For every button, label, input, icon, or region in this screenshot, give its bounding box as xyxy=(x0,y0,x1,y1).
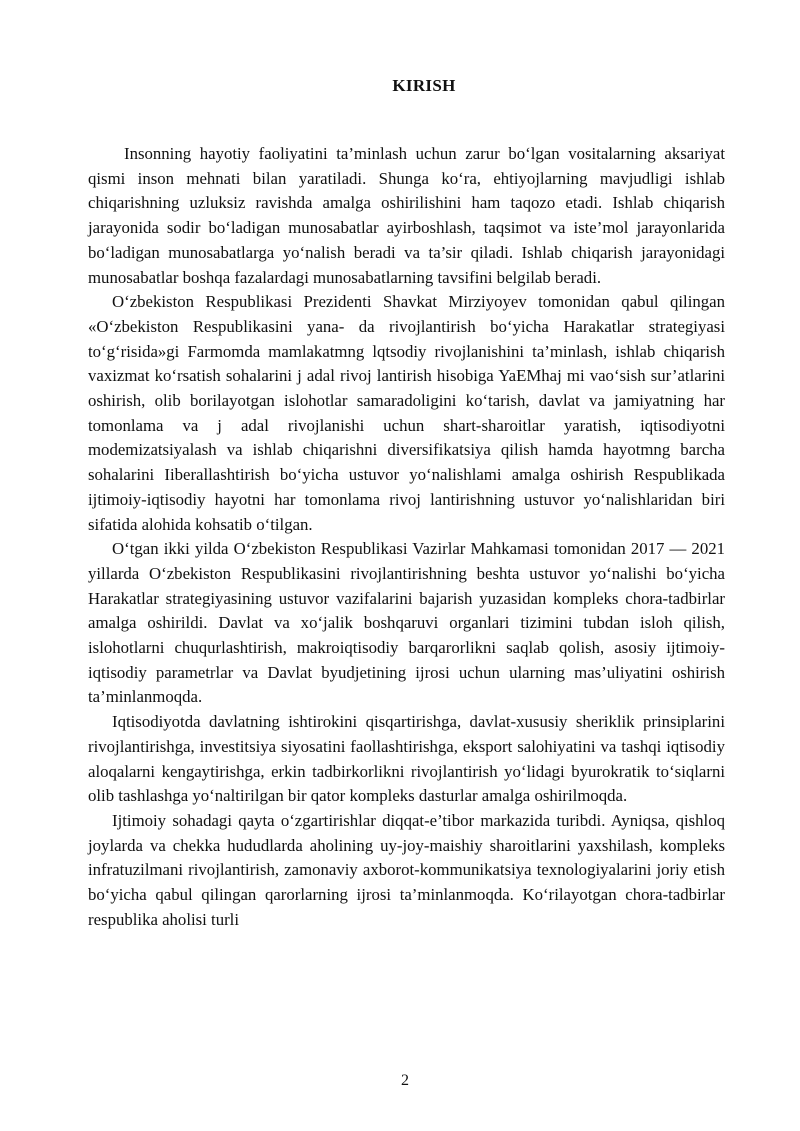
body-text xyxy=(88,142,725,933)
page-title: KIRISH xyxy=(392,76,456,95)
paragraph-2: O‘zbekiston Respublikasi Prezidenti Shavkat Mirziyoyev tomonidan qabul qilingan «O‘zbekiston Respublikasini yana- da rivojlantirish bo‘yicha Harakatlar strategiyasi to‘g‘risida»gi Farmomda mamlakatmng lqtsodiy rivojlanishini ta’minlash, ishlab chiqarish vaxizmat ko‘rsatish sohalarini j adal rivoj lantirish hisobiga YaEMhaj mi vao‘sish sur’atlarini oshirish, olib borilayotgan islohotlar samaradoligini ko‘tarish, davlat va jamiyatning har tomonlama va j adal rivojlanishi uchun shart-sharoitlar yaratish, iqtisodiyotni modemizatsiyalash va ishlab chiqarishni diversifikatsiya qilish hamda hayotmng barcha sohalarini Iiberallashtirish bo‘yicha ustuvor yo‘nalishlami amalga oshirish Respublikada ijtimoiy-iqtisodiy hayotni har tomonlama rivoj lantirishning ustuvor yo‘nalishlaridan biri sifatida alohida kohsatib o‘tilgan. xyxy=(88,292,725,534)
paragraph-4: Iqtisodiyotda davlatning ishtirokini qisqartirishga, davlat-xususiy sheriklik prinsiplarini rivojlantirishga, investitsiya siyosatini faollashtirishga, eksport salohiyatini va tashqi iqtisodiy aloqalarni kengaytirishga, erkin tadbirkorlikni rivojlantirish yo‘lidagi byurokratik to‘siqlarni olib tashlashga yo‘naltirilgan bir qator kompleks dasturlar amalga oshirilmoqda. xyxy=(88,712,725,806)
paragraph-3: O‘tgan ikki yilda O‘zbekiston Respublikasi Vazirlar Mahkamasi tomonidan 2017 — 2021 yillarda O‘zbekiston Respublikasini rivojlantirishning beshta ustuvor yo‘nalishi bo‘yicha Harakatlar strategiyasining ustuvor vazifalarini bajarish yuzasidan kompleks chora-tadbirlar amalga oshirildi. Davlat va xo‘jalik boshqaruvi organlari tizimini tubdan isloh qilish, islohotlarni chuqurlashtirish, makroiqtisodiy barqarorlikni saqlab qolish, asosiy ijtimoiy-iqtisodiy parametrlar va Davlat byudjetining ijrosi uchun ularning mas’uliyatini oshirish ta’minlanmoqda. xyxy=(88,539,725,707)
page-number: 2 xyxy=(401,1072,409,1089)
paragraph-1: Insonning hayotiy faoliyatini ta’minlash uchun zarur bo‘lgan vositalarning aksariyat qismi inson mehnati bilan yaratiladi. Shunga ko‘ra, ehtiyojlarning mavjudligi ishlab chiqarishning uzluksiz ravishda amalga oshirilishini ham taqozo etadi. Ishlab chiqarish jarayonida sodir bo‘ladigan munosabatlar ayirboshlash, taqsimot va iste’mol jarayonlarida bo‘ladigan munosabatlarga yo‘nalish beradi va ta’sir qiladi. Ishlab chiqarish jarayonidagi munosabatlar boshqa fazalardagi munosabatlarning tavsifini belgilab beradi. xyxy=(88,144,725,287)
paragraph-5: Ijtimoiy sohadagi qayta o‘zgartirishlar diqqat-e’tibor markazida turibdi. Ayniqsa, qishloq joylarda va chekka hududlarda aholining uy-joy-maishiy sharoitlarini yaxshilash, kompleks infratuzilmani rivojlantirish, zamonaviy axborot-kommunikatsiya texnologiyalarini joriy etish bo‘yicha qabul qilingan qarorlarning ijrosi ta’minlanmoqda. Ko‘rilayotgan chora-tadbirlar respublika aholisi turli xyxy=(88,810,725,929)
